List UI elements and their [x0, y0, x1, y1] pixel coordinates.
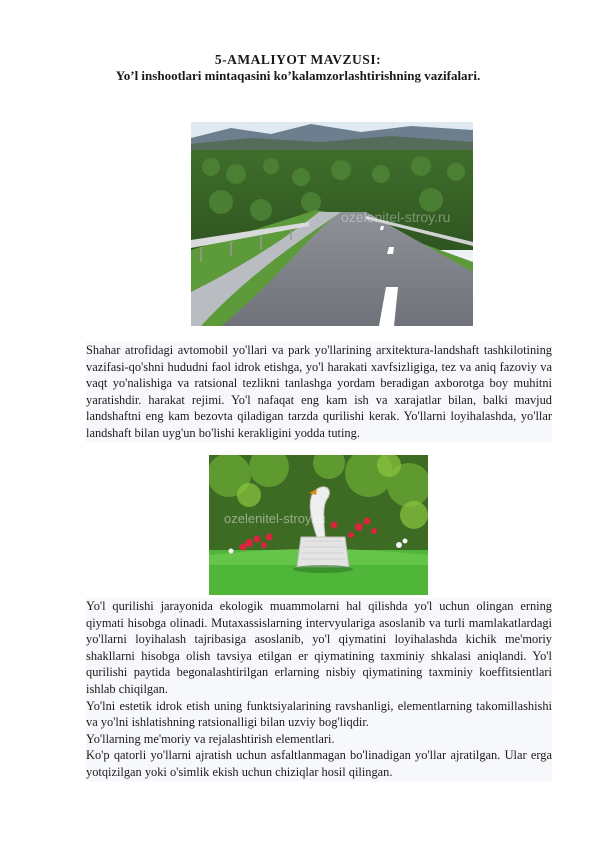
- paragraph-5-text: Ko'p qatorli yo'llarni ajratish uchun asfaltlanmagan bo'linadigan yo'llar ajratilgan. Ular erga yotqizilgan yoki o'simlik ekish uchun chiziqlar hosil qilingan.: [86, 748, 552, 779]
- watermark-text: ozelenitel-stroy.ru: [341, 209, 451, 225]
- paragraph-1-text: Shahar atrofidagi avtomobil yo'llari va park yo'llarining arxitektura-landshaft tashkilotining vazifasi-qo'shni hududni faol idrok etishga, yo'l harakati xavfsizligiga, tez va aniq fazoviy va vaqt yo'nalishiga va ratsional tezlikni tanlashga yordam beradigan axborotga boy muhitni yaratishdir. harakat rejimi. Yo'l nafaqat eng kam ish va xarajatlar bilan, balki mavjud landshaftni eng kam bezovta qiladigan tarzda qurilishi kerak. Yo'llarni loyihalashda, yo'llar landshaft bilan uyg'un bo'lishi kerakligini yodda tuting.: [86, 343, 552, 440]
- road-photo-icon: [191, 122, 473, 326]
- swan-planter-photo: [209, 455, 428, 595]
- watermark-text: ozelenitel-stroy.ru: [224, 511, 326, 526]
- paragraph-2-text: Yo'l qurilishi jarayonida ekologik muammolarni hal qilishda yo'l uchun olingan erning qiymati hisobga olinadi. Mutaxassislarning intervyulariga asoslanib va turli mamlakatlardagi yo'llarni loyihalash tajribasiga asoslanib, yo'l qiymatini loyihalashda kichik me'moriy shakllarni hisobga olish tavsiya etilgan er qiymatining taxminiy shkalasi aniqlandi. Yo'l qurilishi paytida begonalashtirilgan erlarning nisbiy qiymatining taxminiy koeffitsientlari ishlab chiqilgan.: [86, 599, 552, 696]
- paragraph-2: [86, 598, 552, 781]
- page-title: 5-AMALIYOT MAVZUSI:: [214, 52, 382, 67]
- paragraph-4-text: Yo'llarning me'moriy va rejalashtirish elementlari.: [86, 731, 335, 746]
- road-photo: [191, 122, 473, 326]
- page-subtitle: Yo’l inshootlari mintaqasini ko’kalamzorlashtirishning vazifalari.: [115, 68, 481, 83]
- paragraph-1: [86, 342, 552, 442]
- paragraph-3-text: Yo'lni estetik idrok etish uning funktsiyalarining ravshanligi, elementlarning takomillashishi va yo'lni ishlatishning ratsionalligi bilan uzviy bog'liqdir.: [86, 698, 552, 730]
- swan-planter-photo-icon: [209, 455, 428, 595]
